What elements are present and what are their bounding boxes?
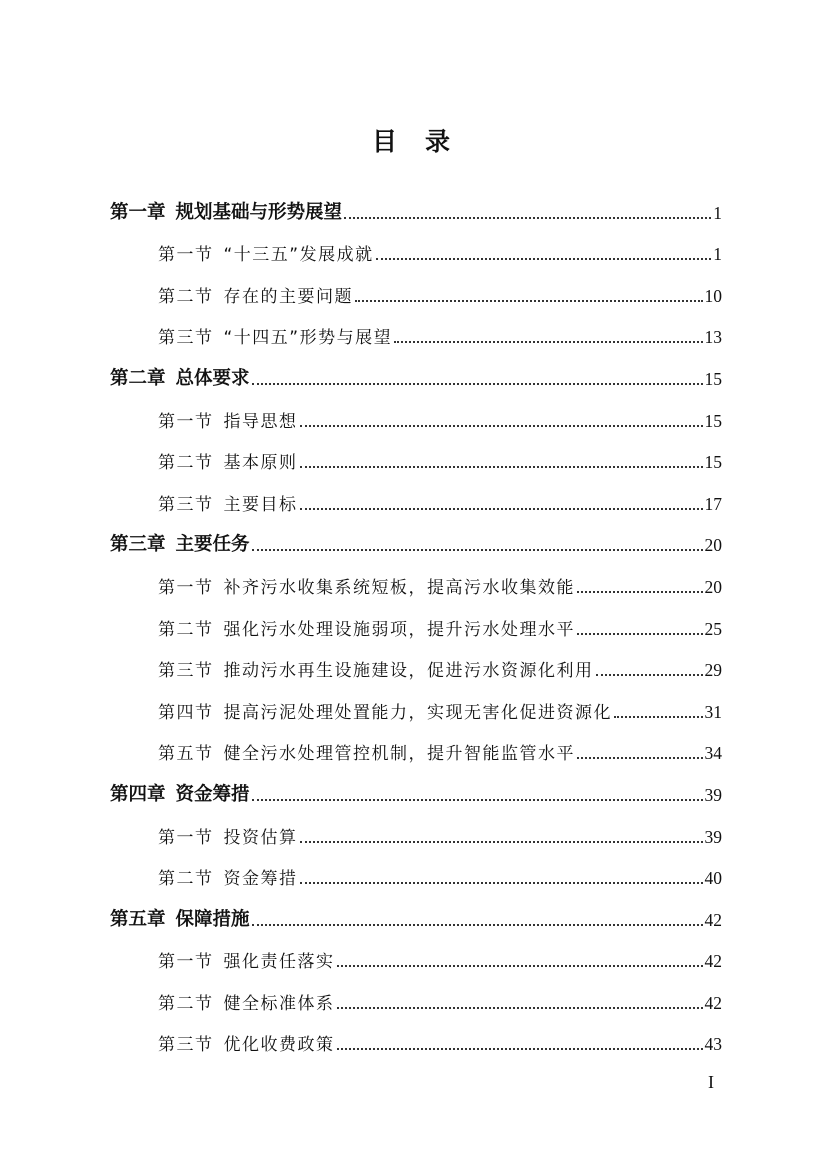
toc-entry-page-number: 13 <box>704 327 722 348</box>
dot-leader <box>577 590 703 593</box>
toc-entry-number: 第五节 <box>158 744 214 765</box>
toc-title-part2: 录 <box>425 127 451 156</box>
toc-entry-page-number: 42 <box>704 951 722 972</box>
toc-entry-title: 推动污水再生设施建设，促进污水资源化利用 <box>223 661 594 682</box>
dot-leader <box>300 465 703 468</box>
toc-entry-page-number: 39 <box>704 784 722 805</box>
dot-leader <box>577 756 703 759</box>
toc-entry-label <box>158 864 298 889</box>
toc-section-entry[interactable] <box>110 598 722 640</box>
toc-section-entry[interactable] <box>110 390 722 432</box>
toc-entry-label <box>158 282 353 307</box>
toc-entry-title: 资金筹措 <box>223 869 298 890</box>
toc-entry-number: 第二节 <box>158 453 214 474</box>
toc-entry-label <box>110 198 342 224</box>
toc-entry-number: 第四节 <box>158 702 214 723</box>
table-of-contents <box>110 182 722 1055</box>
dot-leader <box>252 798 703 801</box>
toc-entry-page-number: 39 <box>704 826 722 847</box>
toc-entry-page-number: 15 <box>704 368 722 389</box>
toc-section-entry[interactable] <box>110 806 722 848</box>
dot-leader <box>252 923 703 926</box>
toc-entry-page-number: 20 <box>704 576 722 597</box>
toc-entry-number: 第一节 <box>158 411 214 432</box>
toc-section-entry[interactable] <box>110 931 722 973</box>
toc-section-entry[interactable] <box>110 640 722 682</box>
toc-chapter-entry[interactable] <box>110 889 722 931</box>
toc-entry-number: 第三节 <box>158 661 214 682</box>
toc-entry-title: 指导思想 <box>223 411 298 432</box>
toc-entry-number: 第三节 <box>158 494 214 515</box>
toc-entry-label <box>110 905 250 931</box>
dot-leader <box>252 382 703 385</box>
toc-entry-number: 第二节 <box>158 286 214 307</box>
toc-entry-title: 主要任务 <box>175 534 250 556</box>
toc-entry-number: 第一节 <box>158 577 214 598</box>
toc-entry-page-number: 31 <box>704 701 722 722</box>
toc-entry-page-number: 20 <box>704 535 722 556</box>
toc-entry-number: 第四章 <box>110 783 166 805</box>
toc-section-entry[interactable] <box>110 848 722 890</box>
dot-leader <box>300 881 703 884</box>
toc-entry-title: 健全标准体系 <box>223 993 335 1014</box>
toc-section-entry[interactable] <box>110 224 722 266</box>
toc-entry-label <box>110 530 250 556</box>
toc-entry-label <box>158 1030 335 1055</box>
toc-entry-number: 第二节 <box>158 869 214 890</box>
toc-entry-label <box>110 780 250 806</box>
toc-entry-label <box>158 698 612 723</box>
toc-entry-title: 优化收费政策 <box>223 1035 335 1056</box>
toc-section-entry[interactable] <box>110 432 722 474</box>
toc-entry-number: 第三节 <box>158 328 214 349</box>
toc-section-entry[interactable] <box>110 307 722 349</box>
dot-leader <box>577 632 703 635</box>
toc-entry-number: 第五章 <box>110 908 166 930</box>
toc-entry-label <box>158 448 298 473</box>
dot-leader <box>614 715 703 718</box>
toc-entry-page-number: 1 <box>713 244 722 265</box>
toc-entry-title: 规划基础与形势展望 <box>175 201 343 223</box>
toc-entry-title: “十三五”发展成就 <box>223 245 374 266</box>
toc-chapter-entry[interactable] <box>110 764 722 806</box>
toc-section-entry[interactable] <box>110 681 722 723</box>
dot-leader <box>300 507 703 510</box>
toc-entry-title: 资金筹措 <box>175 783 250 805</box>
dot-leader <box>337 1006 703 1009</box>
toc-section-entry[interactable] <box>110 723 722 765</box>
toc-entry-page-number: 42 <box>704 909 722 930</box>
toc-entry-page-number: 15 <box>704 452 722 473</box>
dot-leader <box>252 548 703 551</box>
toc-entry-label <box>158 615 575 640</box>
toc-entry-page-number: 29 <box>704 660 722 681</box>
toc-section-entry[interactable] <box>110 972 722 1014</box>
toc-entry-number: 第二节 <box>158 993 214 1014</box>
toc-entry-label <box>158 407 298 432</box>
toc-section-entry[interactable] <box>110 473 722 515</box>
toc-entry-page-number: 17 <box>704 493 722 514</box>
toc-entry-label <box>158 573 575 598</box>
toc-entry-title: 主要目标 <box>223 494 298 515</box>
toc-entry-number: 第二章 <box>110 367 166 389</box>
toc-entry-title: 健全污水处理管控机制，提升智能监管水平 <box>223 744 575 765</box>
toc-chapter-entry[interactable] <box>110 515 722 557</box>
dot-leader <box>394 340 702 343</box>
toc-entry-title: 保障措施 <box>175 908 250 930</box>
toc-entry-page-number: 42 <box>704 992 722 1013</box>
toc-entry-label <box>158 947 335 972</box>
toc-entry-number: 第一节 <box>158 827 214 848</box>
toc-entry-title: 存在的主要问题 <box>223 286 353 307</box>
toc-entry-title: 提高污泥处理处置能力，实现无害化促进资源化 <box>223 702 612 723</box>
toc-entry-label <box>158 240 374 265</box>
toc-entry-label <box>158 656 594 681</box>
toc-entry-label <box>158 989 335 1014</box>
toc-entry-title: 强化污水处理设施弱项，提升污水处理水平 <box>223 619 575 640</box>
toc-section-entry[interactable] <box>110 1014 722 1056</box>
toc-entry-title: 强化责任落实 <box>223 952 335 973</box>
toc-entry-page-number: 40 <box>704 868 722 889</box>
toc-entry-page-number: 10 <box>704 285 722 306</box>
dot-leader <box>337 1047 703 1050</box>
page-number-roman: I <box>708 1072 714 1092</box>
toc-entry-label <box>158 739 575 764</box>
toc-entry-page-number: 34 <box>704 743 722 764</box>
toc-entry-number: 第一节 <box>158 245 214 266</box>
dot-leader <box>344 216 711 219</box>
toc-entry-page-number: 1 <box>713 202 722 223</box>
toc-entry-title: 总体要求 <box>175 367 250 389</box>
toc-entry-number: 第一节 <box>158 952 214 973</box>
toc-entry-label <box>158 323 392 348</box>
toc-chapter-entry[interactable] <box>110 182 722 224</box>
toc-entry-number: 第三节 <box>158 1035 214 1056</box>
toc-entry-label <box>158 823 298 848</box>
dot-leader <box>300 424 703 427</box>
toc-section-entry[interactable] <box>110 265 722 307</box>
toc-chapter-entry[interactable] <box>110 348 722 390</box>
toc-entry-number: 第三章 <box>110 534 166 556</box>
dot-leader <box>337 964 703 967</box>
toc-title <box>0 122 822 158</box>
toc-entry-page-number: 15 <box>704 410 722 431</box>
dot-leader <box>596 673 703 676</box>
toc-entry-title: 投资估算 <box>223 827 298 848</box>
toc-entry-page-number: 25 <box>704 618 722 639</box>
toc-section-entry[interactable] <box>110 556 722 598</box>
toc-title-part1: 目 <box>371 127 397 156</box>
toc-entry-number: 第二节 <box>158 619 214 640</box>
toc-entry-title: 补齐污水收集系统短板，提高污水收集效能 <box>223 577 575 598</box>
toc-entry-title: “十四五”形势与展望 <box>223 328 393 349</box>
dot-leader <box>300 840 703 843</box>
dot-leader <box>376 257 712 260</box>
toc-entry-number: 第一章 <box>110 201 166 223</box>
toc-entry-label <box>110 364 250 390</box>
dot-leader <box>355 299 703 302</box>
toc-entry-title: 基本原则 <box>223 453 298 474</box>
toc-entry-label <box>158 490 298 515</box>
toc-entry-page-number: 43 <box>704 1034 722 1055</box>
